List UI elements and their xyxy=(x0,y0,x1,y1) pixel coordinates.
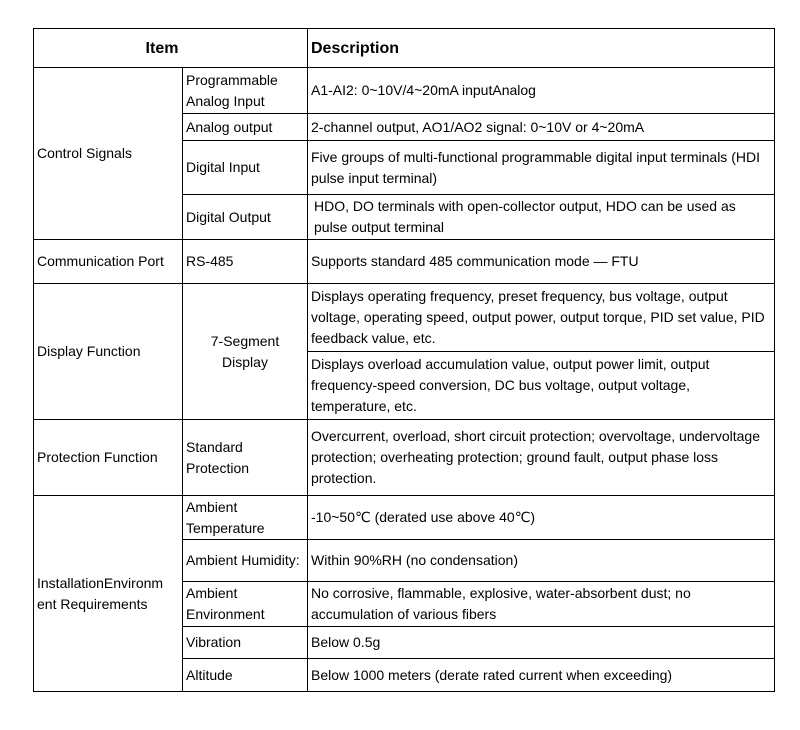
description-cell: A1-AI2: 0~10V/4~20mA inputAnalog xyxy=(308,68,775,114)
category-communication-port: Communication Port xyxy=(34,240,183,284)
table-row xyxy=(34,284,775,352)
sub-item: Digital Input xyxy=(183,141,308,195)
description-cell: Supports standard 485 communication mode — FTU xyxy=(308,240,775,284)
sub-item: Digital Output xyxy=(183,195,308,240)
sub-item: Ambient Humidity: xyxy=(183,540,308,582)
description-cell: Five groups of multi-functional programmable digital input terminals (HDI pulse input terminal) xyxy=(308,141,775,195)
description-cell: Within 90%RH (no condensation) xyxy=(308,540,775,582)
description-cell: Displays operating frequency, preset frequency, bus voltage, output voltage, operating speed, output power, output torque, PID set value, PID feedback value, etc. xyxy=(308,284,775,352)
category-protection-function: Protection Function xyxy=(34,420,183,496)
category-control-signals: Control Signals xyxy=(34,68,183,240)
category-installation-environment: InstallationEnvironm ent Requirements xyxy=(34,496,183,692)
description-cell: HDO, DO terminals with open-collector output, HDO can be used as pulse output terminal xyxy=(308,195,775,240)
table-row xyxy=(34,420,775,496)
description-cell: 2-channel output, AO1/AO2 signal: 0~10V or 4~20mA xyxy=(308,114,775,141)
specification-table xyxy=(33,28,775,692)
table-row xyxy=(34,240,775,284)
header-item: Item xyxy=(34,29,308,68)
table-row xyxy=(34,496,775,540)
sub-item: Analog output xyxy=(183,114,308,141)
description-cell: Below 1000 meters (derate rated current when exceeding) xyxy=(308,659,775,692)
description-cell: Overcurrent, overload, short circuit protection; overvoltage, undervoltage protection; overheating protection; ground fault, output phase loss protection. xyxy=(308,420,775,496)
sub-item: Programmable Analog Input xyxy=(183,68,308,114)
description-cell: -10~50℃ (derated use above 40℃) xyxy=(308,496,775,540)
sub-item: Ambient Environment xyxy=(183,582,308,627)
category-display-function: Display Function xyxy=(34,284,183,420)
description-cell: No corrosive, flammable, explosive, water-absorbent dust; no accumulation of various fibers xyxy=(308,582,775,627)
description-cell: Below 0.5g xyxy=(308,627,775,659)
sub-item: Standard Protection xyxy=(183,420,308,496)
sub-item: Ambient Temperature xyxy=(183,496,308,540)
description-cell: Displays overload accumulation value, output power limit, output frequency-speed conversion, DC bus voltage, output voltage, temperature, etc. xyxy=(308,352,775,420)
table-row xyxy=(34,68,775,114)
header-description: Description xyxy=(308,29,775,68)
sub-item: RS-485 xyxy=(183,240,308,284)
sub-item: Altitude xyxy=(183,659,308,692)
sub-item: Vibration xyxy=(183,627,308,659)
table-header-row xyxy=(34,29,775,68)
sub-item: 7-Segment Display xyxy=(183,284,308,420)
